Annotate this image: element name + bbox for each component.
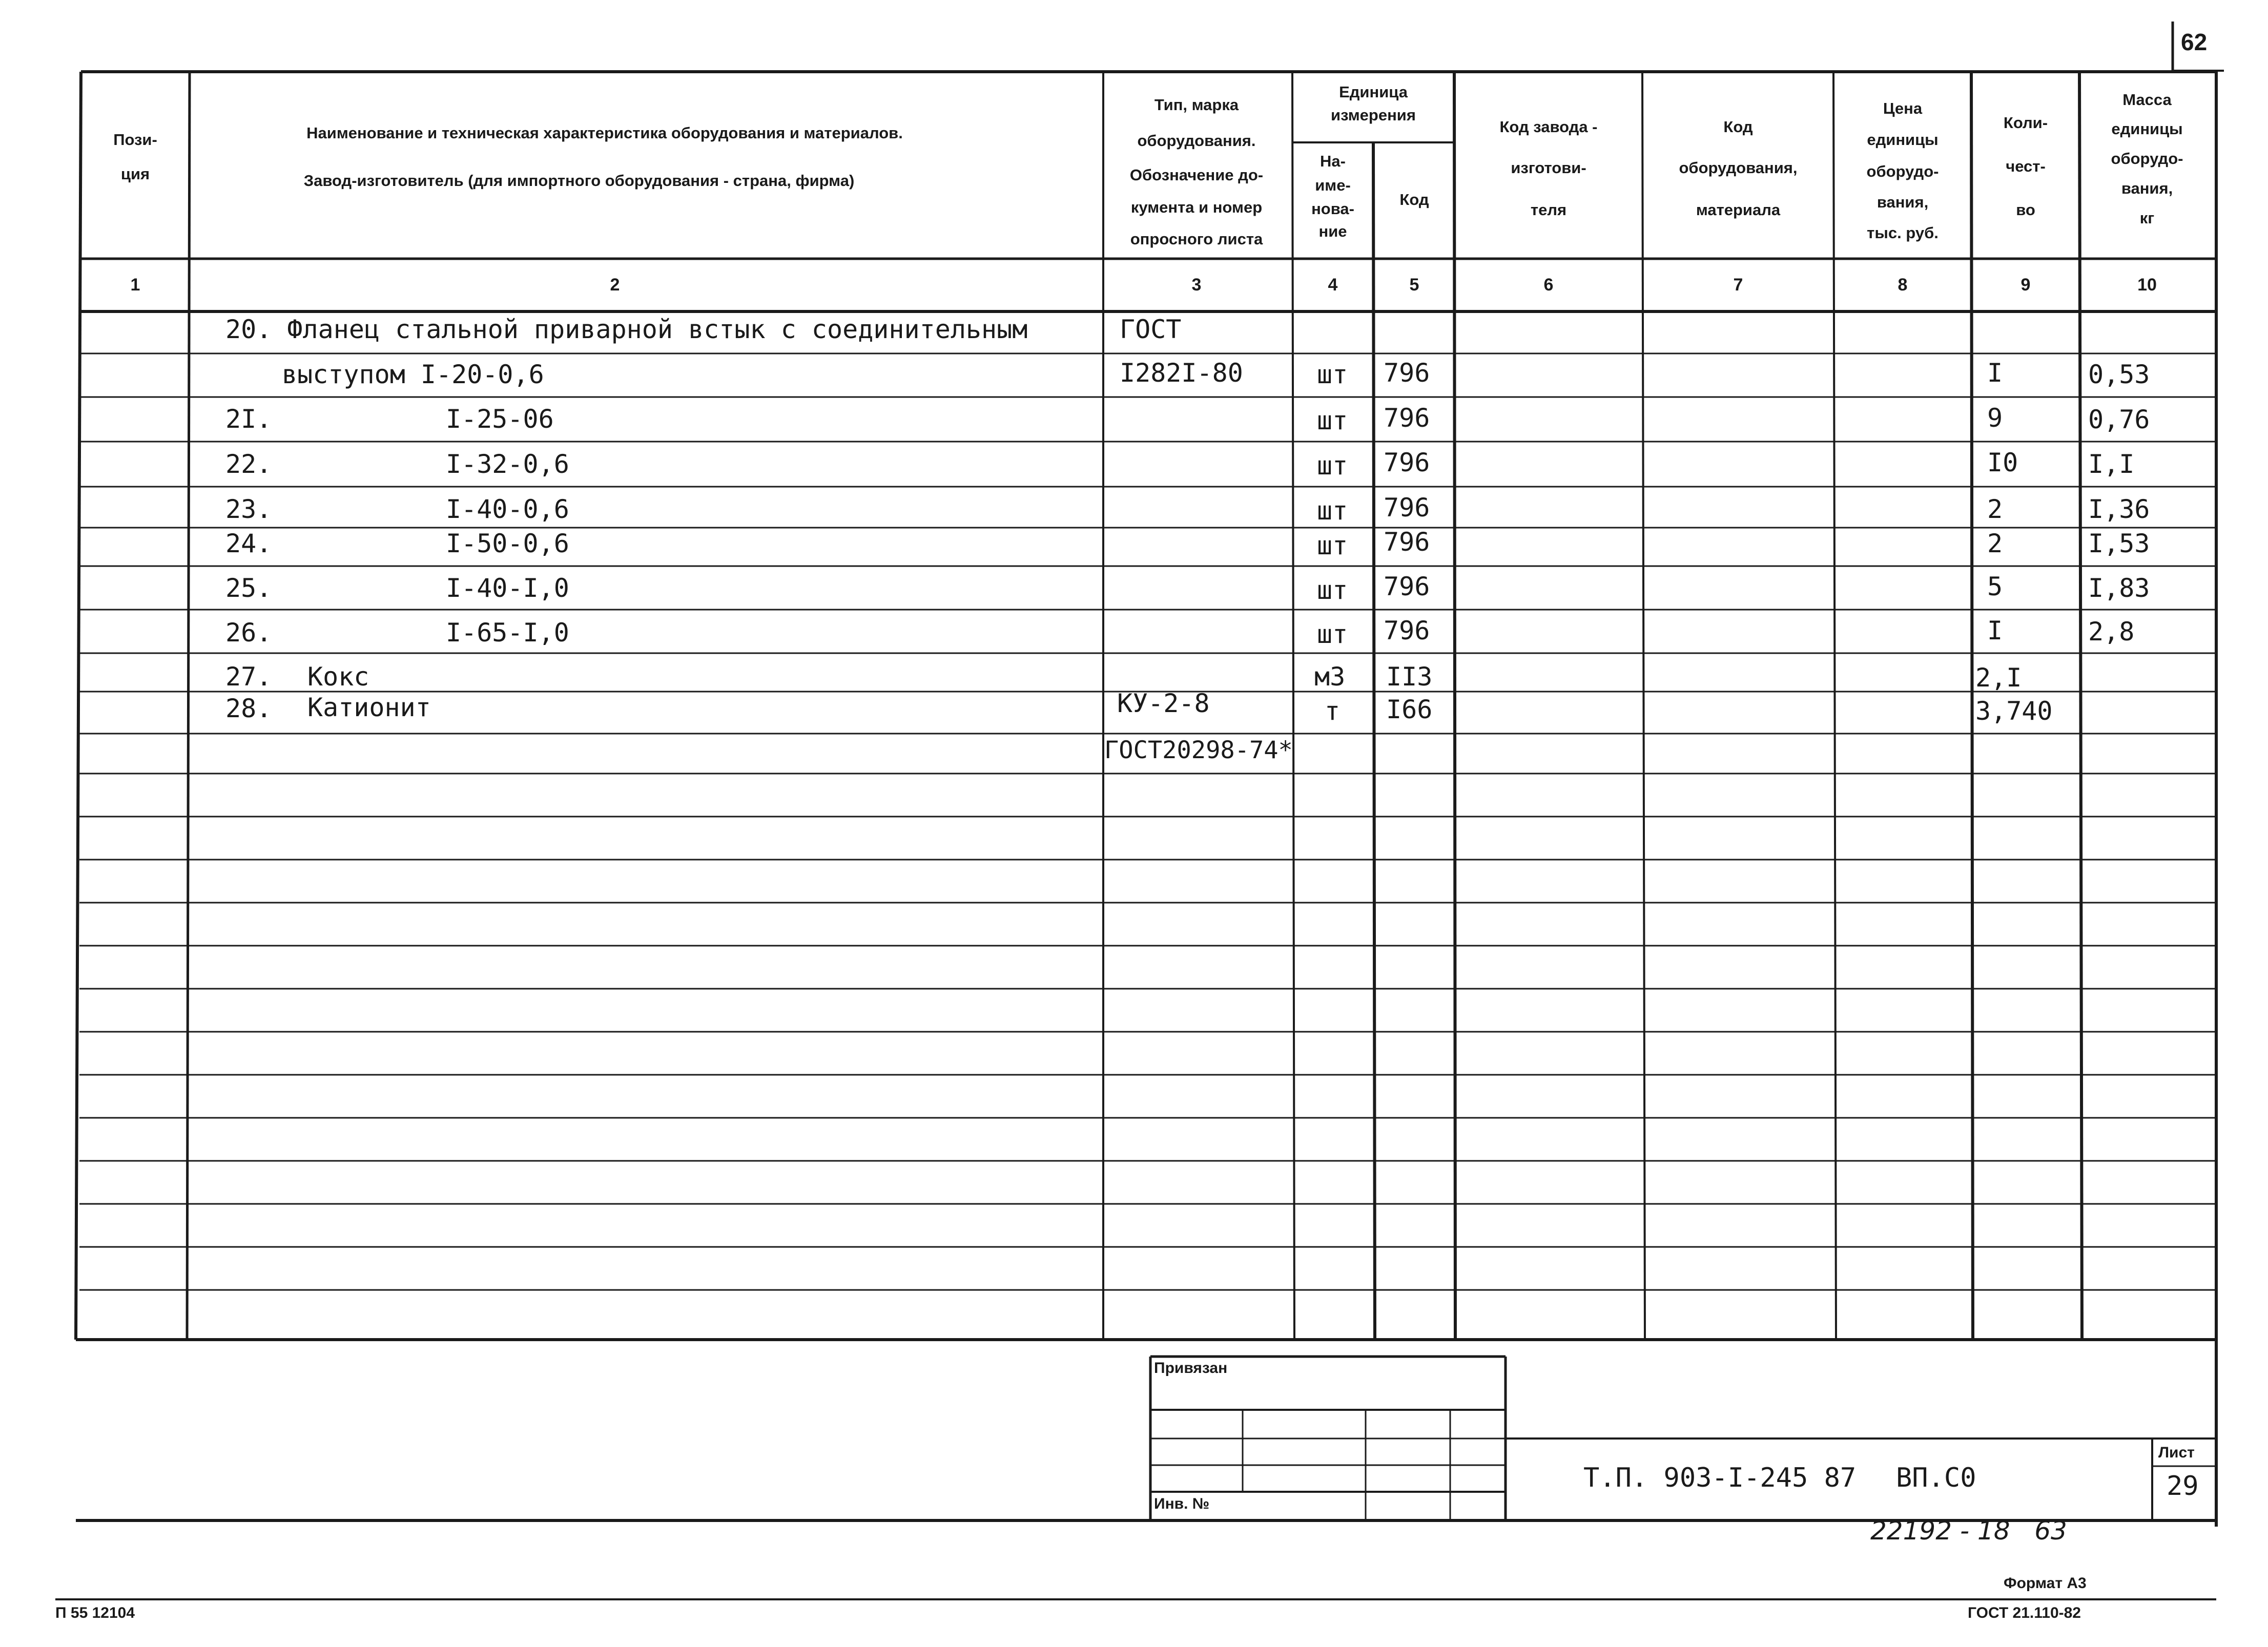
header-unit-name: нова- [1311,200,1354,218]
table-body [225,315,2150,764]
header-position: Пози- [113,131,157,149]
item-designation: I-40-0,6 [446,494,569,524]
item-quantity: 5 [1987,572,2003,601]
item-unit: шт [1317,406,1348,435]
column-number: 10 [2137,275,2157,295]
item-unit: шт [1317,575,1348,605]
item-number: 26. [225,618,272,648]
item-mass: 0,76 [2088,405,2150,434]
item-unit-code: 796 [1384,572,1430,601]
table-row [225,403,2150,435]
item-quantity: I [1987,358,2003,388]
item-number: 25. [225,573,272,603]
item-type: КУ-2-8 [1117,689,1210,718]
sheet-label: Лист [2158,1444,2195,1461]
page-number: 62 [2181,29,2208,55]
item-mass: 0,53 [2088,360,2150,389]
table-row [225,572,2150,605]
header-unit-code: Код [1399,191,1429,209]
header-quantity: Коли- [2003,114,2048,132]
column-numbers [131,275,2157,295]
column-number: 2 [610,275,620,295]
footer-left-code: П 55 12104 [55,1604,135,1621]
item-unit-code: I66 [1386,695,1433,724]
item-unit-code: 796 [1384,403,1430,433]
sheet-number: 29 [2167,1471,2199,1502]
item-unit: шт [1317,496,1348,526]
handwritten-number: 22192 - 18 63 [1870,1516,2067,1546]
header-mass: Масса [2122,91,2172,109]
table-row [225,527,2150,560]
header-factory-code: теля [1530,201,1567,219]
item-number: 24. [225,529,272,558]
item-quantity: 2 [1987,529,2003,558]
item-number: 27. [225,662,272,692]
header-equipment-code: Код [1723,118,1753,136]
item-unit: шт [1317,451,1348,481]
table-header [113,83,2183,248]
item-designation: I-25-06 [446,404,554,434]
item-number: 22. [225,449,272,479]
item-unit-code: II3 [1386,662,1433,692]
document-section: ВП.С0 [1896,1463,1976,1493]
header-mass: кг [2139,209,2155,227]
column-number: 6 [1543,275,1554,295]
table-row [225,689,2053,726]
item-number: 28. [225,694,272,723]
stamp-inventory-label: Инв. № [1154,1495,1210,1512]
header-price: вания, [1877,193,1929,211]
item-unit: шт [1317,531,1348,560]
item-unit-code: 796 [1384,616,1430,645]
table-row [282,358,2150,389]
header-price: единицы [1867,131,1939,149]
table-row [225,493,2150,526]
item-unit-code: 796 [1384,358,1430,388]
header-price: Цена [1883,99,1923,117]
header-factory-code: Код завода - [1499,118,1598,136]
header-mass: вания, [2121,179,2173,197]
item-mass: I,83 [2088,573,2150,603]
header-mass: оборудо- [2111,150,2183,168]
item-designation: I-40-I,0 [446,573,569,603]
header-price: тыс. руб. [1867,224,1939,242]
item-designation: I-65-I,0 [446,618,569,648]
header-mass: единицы [2111,120,2183,138]
item-unit: т [1325,696,1341,726]
title-block [76,1357,2216,1546]
item-unit: шт [1317,360,1348,389]
header-quantity: во [2016,201,2035,219]
item-designation: Катионит [307,693,431,722]
table-row [1104,736,1293,764]
header-unit-name: На- [1320,152,1346,170]
header-equipment-code: оборудования, [1679,159,1798,177]
header-type: опросного листа [1130,230,1263,248]
header-type: кумента и номер [1130,198,1263,216]
stamp-attached-label: Привязан [1154,1360,1228,1377]
item-quantity: 2 [1987,494,2003,524]
item-mass: I,53 [2088,529,2150,558]
item-type: ГОСТ [1120,315,1182,344]
table-row [225,448,2134,481]
column-number: 1 [130,275,140,295]
header-manufacturer: Завод-изготовитель (для импортного оборудования - страна, фирма) [303,172,855,190]
header-unit-name: име- [1315,176,1351,194]
item-number: 2I. [225,404,272,434]
item-designation: I-50-0,6 [446,529,569,558]
item-mass: I,I [2088,449,2135,479]
column-number: 5 [1409,275,1419,295]
column-number: 8 [1898,275,1908,295]
column-number: 3 [1191,275,1202,295]
item-unit-code: 796 [1384,448,1430,477]
column-number: 4 [1328,275,1338,295]
header-equipment-code: материала [1696,201,1781,219]
table-grid [76,72,2216,1527]
item-mass: I,36 [2088,494,2150,524]
column-number: 7 [1733,275,1743,295]
item-unit-code: 796 [1384,527,1430,557]
item-unit-code: 796 [1384,493,1430,523]
header-unit-group: Единица [1339,83,1408,101]
item-quantity: 3,740 [1975,696,2053,726]
table-row [225,662,2022,693]
table-row-lines [79,353,2216,1290]
item-unit: м3 [1314,662,1346,692]
item-quantity: I [1987,616,2003,645]
header-name: Наименование и техническая характеристика оборудования и материалов. [306,124,903,142]
format-label: Формат А3 [2004,1575,2087,1592]
item-type: ГОСТ20298-74* [1104,736,1293,764]
header-type: оборудования. [1137,132,1256,150]
header-unit-name: ние [1318,222,1347,240]
item-type: I282I-80 [1120,358,1243,388]
header-unit-group: измерения [1331,106,1416,124]
table-row [225,315,1181,344]
item-mass: 2,8 [2088,617,2135,647]
item-quantity: 9 [1987,403,2003,433]
item-number: 23. [225,494,272,524]
item-designation: Кокс [307,662,369,692]
item-quantity: 2,I [1975,663,2022,693]
header-type: Обозначение до- [1129,166,1264,184]
header-position: ция [120,165,150,183]
item-quantity: I0 [1987,448,2018,477]
header-quantity: чест- [2006,157,2046,175]
column-number: 9 [2020,275,2031,295]
item-unit: шт [1317,619,1348,649]
standard-label: ГОСТ 21.110-82 [1968,1604,2081,1621]
table-row [225,616,2134,649]
document-code: Т.П. 903-I-245 87 [1583,1463,1857,1493]
item-designation: I-32-0,6 [446,449,569,479]
header-type: Тип, марка [1154,96,1239,114]
item-name: выступом I-20-0,6 [282,360,544,389]
header-factory-code: изготови- [1511,159,1586,177]
item-name: 20. Фланец стальной приварной встык с соединительным [225,315,1028,344]
header-price: оборудо- [1866,162,1939,180]
